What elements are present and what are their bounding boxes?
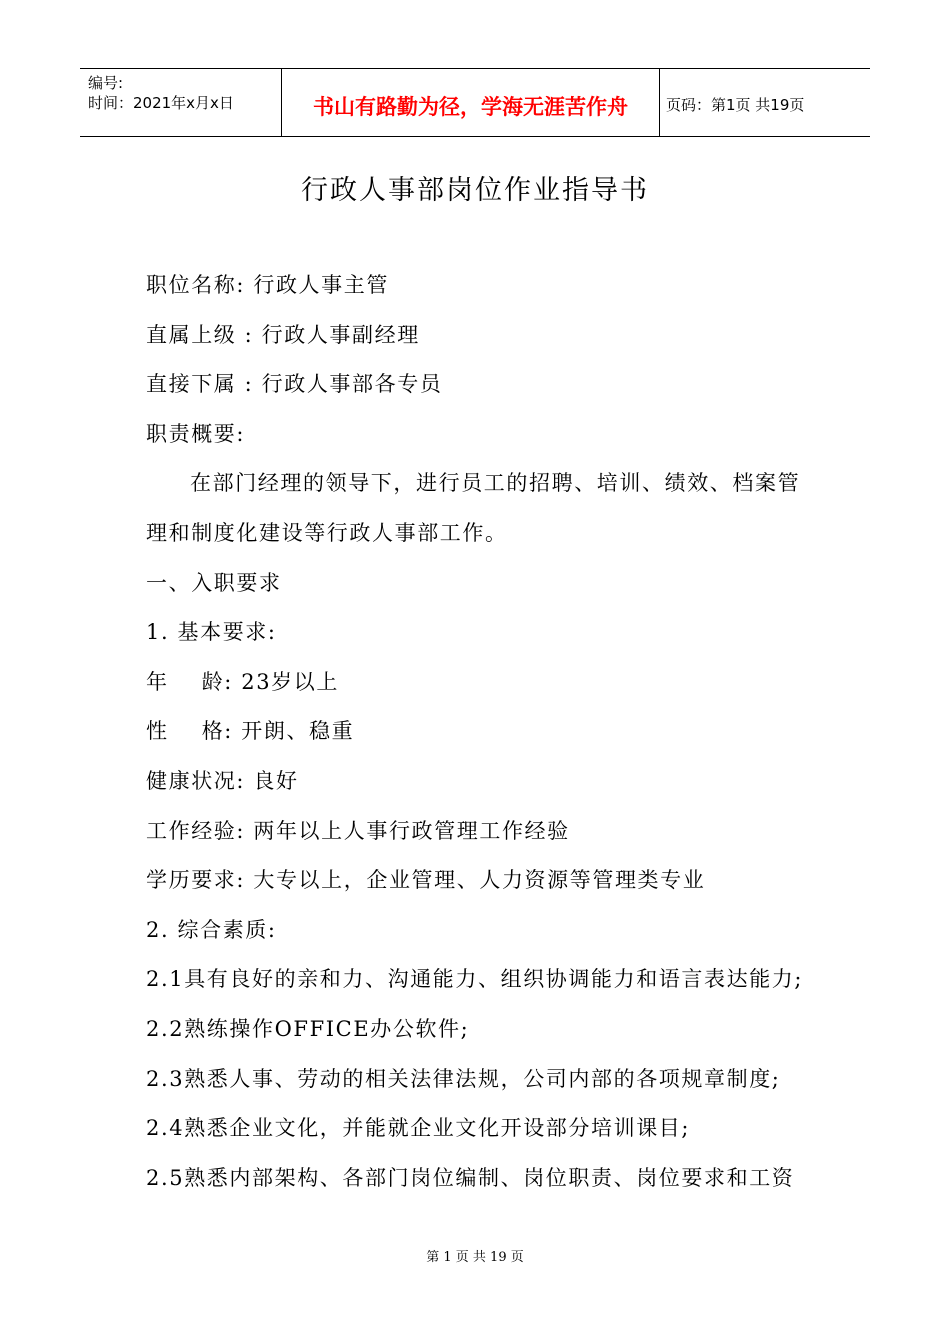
line-education: 学历要求: 大专以上，企业管理、人力资源等管理类专业 (146, 868, 706, 893)
section-heading-entry-requirements: 一、入职要求 (146, 570, 282, 595)
list-item: 2.5熟悉内部架构、各部门岗位编制、岗位职责、岗位要求和工资 (146, 1165, 795, 1190)
line-experience: 工作经验: 两年以上人事行政管理工作经验 (146, 818, 570, 843)
subheading-basic-requirements: 1. 基本要求: (146, 620, 277, 645)
doc-time-label: 时间：2021年x月x日 (88, 94, 234, 112)
header-meta (88, 73, 278, 113)
line-direct-subordinate: 直接下属 : 行政人事部各专员 (146, 372, 443, 397)
subheading-overall-quality: 2. 综合素质: (146, 917, 277, 942)
list-item: 2.1具有良好的亲和力、沟通能力、组织协调能力和语言表达能力; (146, 967, 804, 992)
list-item: 2.4熟悉企业文化，并能就企业文化开设部分培训课目; (146, 1116, 691, 1141)
line-direct-superior: 直属上级 : 行政人事副经理 (146, 322, 420, 347)
line-health: 健康状况: 良好 (146, 768, 299, 793)
list-item: 2.2熟练操作OFFICE办公软件; (146, 1016, 470, 1041)
header-divider-left (281, 69, 282, 136)
doc-number-label: 编号: (88, 74, 124, 92)
page-header (80, 68, 870, 137)
line-duty-summary-1: 在部门经理的领导下，进行员工的招聘、培训、绩效、档案管 (190, 471, 801, 496)
page-footer: 第 1 页 共 19 页 (426, 1250, 524, 1265)
line-personality: 性 格: 开朗、稳重 (146, 719, 355, 744)
header-motto: 书山有路勤为径，学海无涯苦作舟 (313, 94, 628, 119)
line-age: 年 龄: 23岁以上 (146, 669, 339, 694)
line-duty-summary-label: 职责概要: (146, 421, 246, 446)
document-body (146, 263, 826, 1205)
header-page-info: 页码：第1页 共19页 (666, 96, 805, 114)
line-position-name: 职位名称: 行政人事主管 (146, 273, 389, 297)
list-item: 2.3熟悉人事、劳动的相关法律法规，公司内部的各项规章制度; (146, 1066, 781, 1091)
header-divider-right (659, 69, 660, 136)
document-title: 行政人事部岗位作业指导书 (301, 175, 649, 206)
line-duty-summary-2: 理和制度化建设等行政人事部工作。 (146, 520, 508, 545)
